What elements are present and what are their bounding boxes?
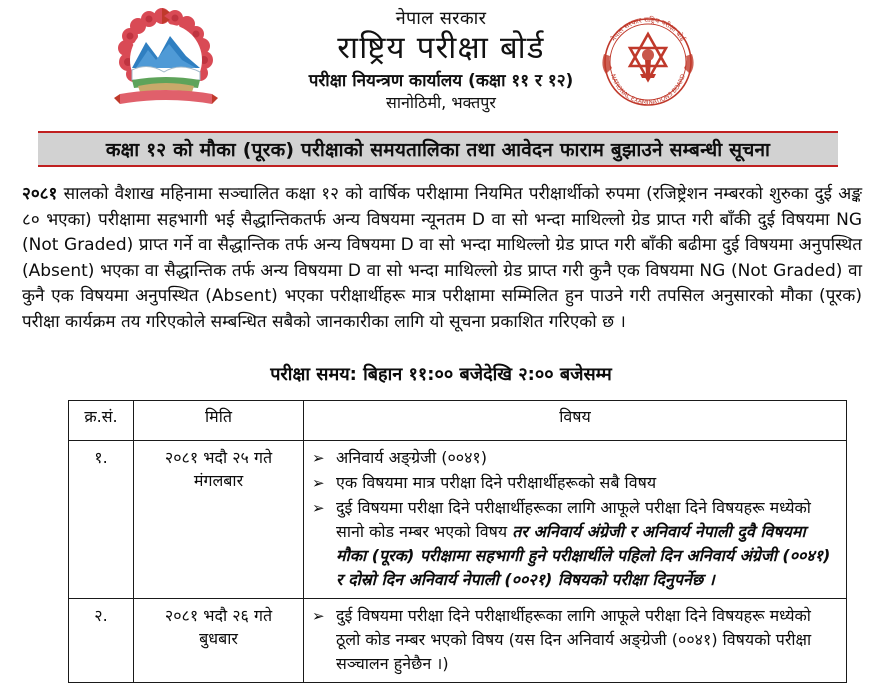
subject-emphasis-text: तर अनिवार्य अंग्रेजी र अनिवार्य नेपाली दुवै विषयमा मौका (पूरक) परीक्षामा सहभागी हुने परीक्षार्थीले पहिलो दिन अनिवार्य अंग्रेजी (००४१) र दोस्रो दिन अनिवार्य नेपाली (००२१) विषयको परीक्षा दिनुपर्नेछ । — [336, 522, 831, 589]
cell-date — [134, 441, 304, 599]
document-header — [0, 0, 882, 122]
column-header-subject: विषय — [304, 401, 847, 441]
subject-list-item — [310, 496, 840, 592]
arrow-bullet-icon: ➢ — [312, 449, 325, 467]
address-line: सानोठिमी, भक्तपुर — [386, 93, 496, 113]
notice-year: २०८१ — [22, 184, 58, 204]
exam-time-line: परीक्षा समय: बिहान ११:०० बजेदेखि २:०० बजेसम्म — [270, 364, 612, 385]
nepal-government-emblem — [112, 6, 220, 116]
arrow-bullet-icon: ➢ — [312, 474, 325, 492]
table-row — [69, 599, 847, 683]
cell-serial-number: २. — [69, 599, 134, 683]
subject-text: एक विषयमा मात्र परीक्षा दिने परीक्षार्थीहरूको सबै विषय — [336, 473, 657, 492]
arrow-bullet-icon: ➢ — [312, 607, 325, 625]
svg-text:नेपाल सरकार राष्ट्रिय परीक्षा: नेपाल सरकार राष्ट्रिय परीक्षा बोर्ड — [609, 15, 687, 43]
cell-serial-number: १. — [69, 441, 134, 599]
column-header-date: मिति — [134, 401, 304, 441]
table-body — [69, 441, 847, 683]
subject-list — [310, 604, 840, 676]
cell-date — [134, 599, 304, 683]
subject-text: दुई विषयमा परीक्षा दिने परीक्षार्थीहरूका लागि आफूले परीक्षा दिने विषयहरू मध्येको ठूलो कोड नम्बर भएको विषय (यस दिन अनिवार्य अङ्ग्रेजी (००४१) विषयको परीक्षा सञ्चालन हुनेछैन ।) — [336, 606, 812, 673]
date-line-1: २०८१ भदौ २५ गते — [164, 448, 273, 467]
arrow-bullet-icon: ➢ — [312, 499, 325, 517]
subject-text: दुई विषयमा परीक्षा दिने परीक्षार्थीहरूका लागि आफूले परीक्षा दिने विषयहरू मध्येको सानो कोड नम्बर भएको विषय — [336, 498, 811, 541]
cell-subjects — [304, 599, 847, 683]
notice-body-paragraph — [22, 182, 862, 335]
neb-logo — [596, 8, 700, 112]
exam-schedule-table — [68, 400, 847, 683]
date-line-2: मंगलबार — [193, 471, 244, 490]
subject-list-item — [310, 446, 840, 470]
notice-title-text: कक्षा १२ को मौका (पूरक) परीक्षाको समयतालिका तथा आवेदन फाराम बुझाउने सम्बन्धी सूचना — [105, 139, 771, 161]
subject-list — [310, 446, 840, 592]
notice-body-text: सालको वैशाख महिनामा सञ्चालित कक्षा १२ को वार्षिक परीक्षामा नियमित परीक्षार्थीको रुपमा (रजिष्ट्रेशन नम्बरको शुरुका दुई अङ्क ८० भएका) परीक्षामा सहभागी भई सैद्धान्तिकतर्फ अन्य विषयमा न्यूनतम D वा सो भन्दा माथिल्लो ग्रेड प्राप्त गरी बाँकी दुई विषयमा NG (Not Graded) प्राप्त गर्ने वा सैद्धान्तिक तर्फ अन्य विषयमा D वा सो भन्दा माथिल्लो ग्रेड प्राप्त गरी बाँकी बढीमा दुई विषयमा अनुपस्थित (Absent) भएका वा सैद्धान्तिक तर्फ अन्य विषयमा D वा सो भन्दा माथिल्लो ग्रेड प्राप्त गरी कुनै एक विषयमा NG (Not Graded) वा कुनै एक विषयमा अनुपस्थित (Absent) भएका परीक्षार्थीहरू मात्र परीक्षामा सम्मिलित हुन पाउने गरी तपसिल अनुसारको मौका (पूरक) परीक्षा कार्यक्रम तय गरिएकोले सम्बन्धित सबैको जानकारीका लागि यो सूचना प्रकाशित गरिएको छ । — [22, 184, 862, 332]
header-text-block — [231, 0, 651, 113]
svg-text:NATIONAL EXAMINATIONS BOARD: NATIONAL EXAMINATIONS BOARD — [609, 73, 687, 107]
subject-text: अनिवार्य अङ्ग्रेजी (००४१) — [336, 448, 487, 467]
date-line-2: बुधबार — [199, 629, 238, 648]
office-line: परीक्षा नियन्त्रण कार्यालय (कक्षा ११ र १२) — [308, 71, 574, 92]
column-header-sn: क्र.सं. — [69, 401, 134, 441]
cell-subjects — [304, 441, 847, 599]
subject-list-item — [310, 604, 840, 676]
notice-title-banner — [38, 131, 838, 167]
table-header-row — [69, 401, 847, 441]
date-line-1: २०८१ भदौ २६ गते — [164, 606, 273, 625]
board-name-line: राष्ट्रिय परीक्षा बोर्ड — [337, 30, 545, 67]
subject-list-item — [310, 471, 840, 495]
table-row — [69, 441, 847, 599]
government-line: नेपाल सरकार — [395, 8, 487, 29]
